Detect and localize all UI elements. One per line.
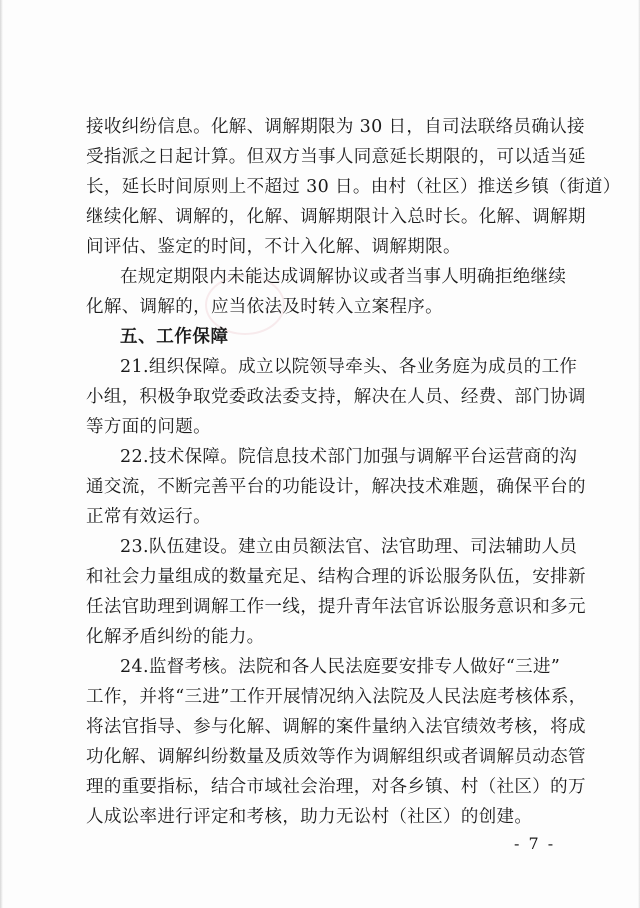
text-line: 理的重要指标，结合市域社会治理，对各乡镇、村（社区）的万 (86, 777, 586, 797)
text-line: 间评估、鉴定的时间，不计入化解、调解期限。 (86, 237, 461, 257)
text-line: 继续化解、调解的，化解、调解期限计入总时长。化解、调解期 (86, 207, 586, 227)
body-text (86, 112, 621, 832)
text-line: 和社会力量组成的数量充足、结构合理的诉讼服务队伍，安排新 (86, 567, 586, 587)
text-line: 23.队伍建设。建立由员额法官、法官助理、司法辅助人员 (120, 537, 578, 557)
text-line: 化解、调解的，应当依法及时转入立案程序。 (86, 297, 443, 317)
text-line: 正常有效运行。 (86, 507, 211, 527)
text-line: 受指派之日起计算。但双方当事人同意延长期限的，可以适当延 (86, 147, 586, 167)
text-line: 工作，并将“三进”工作开展情况纳入法院及人民法庭考核体系， (86, 687, 587, 707)
text-line: 在规定期限内未能达成调解协议或者当事人明确拒绝继续 (120, 267, 567, 287)
section-heading: 五、工作保障 (120, 327, 229, 347)
text-line: 21.组织保障。成立以院领导牵头、各业务庭为成员的工作 (120, 357, 578, 377)
text-line: 化解矛盾纠纷的能力。 (86, 627, 265, 647)
text-line: 通交流，不断完善平台的功能设计，解决技术难题，确保平台的 (86, 477, 586, 497)
text-line: 24.监督考核。法院和各人民法庭要安排专人做好“三进” (120, 657, 561, 677)
text-line: 人成讼率进行评定和考核，助力无讼村（社区）的创建。 (86, 807, 533, 827)
text-line: 长，延长时间原则上不超过 30 日。由村（社区）推送乡镇（街道） (86, 177, 621, 197)
scan-edge-left (0, 0, 3, 908)
text-line: 功化解、调解纠纷数量及质效等作为调解组织或者调解员动态管 (86, 747, 586, 767)
text-line: 等方面的问题。 (86, 417, 211, 437)
text-line: 将法官指导、参与化解、调解的案件量纳入法官绩效考核，将成 (86, 717, 586, 737)
text-line: 小组，积极争取党委政法委支持，解决在人员、经费、部门协调 (86, 387, 586, 407)
page-number: - 7 - (514, 834, 556, 853)
text-line: 接收纠纷信息。化解、调解期限为 30 日，自司法联络员确认接 (86, 117, 585, 137)
text-line: 任法官助理到调解工作一线，提升青年法官诉讼服务意识和多元 (86, 597, 586, 617)
text-line: 22.技术保障。院信息技术部门加强与调解平台运营商的沟 (120, 447, 578, 467)
